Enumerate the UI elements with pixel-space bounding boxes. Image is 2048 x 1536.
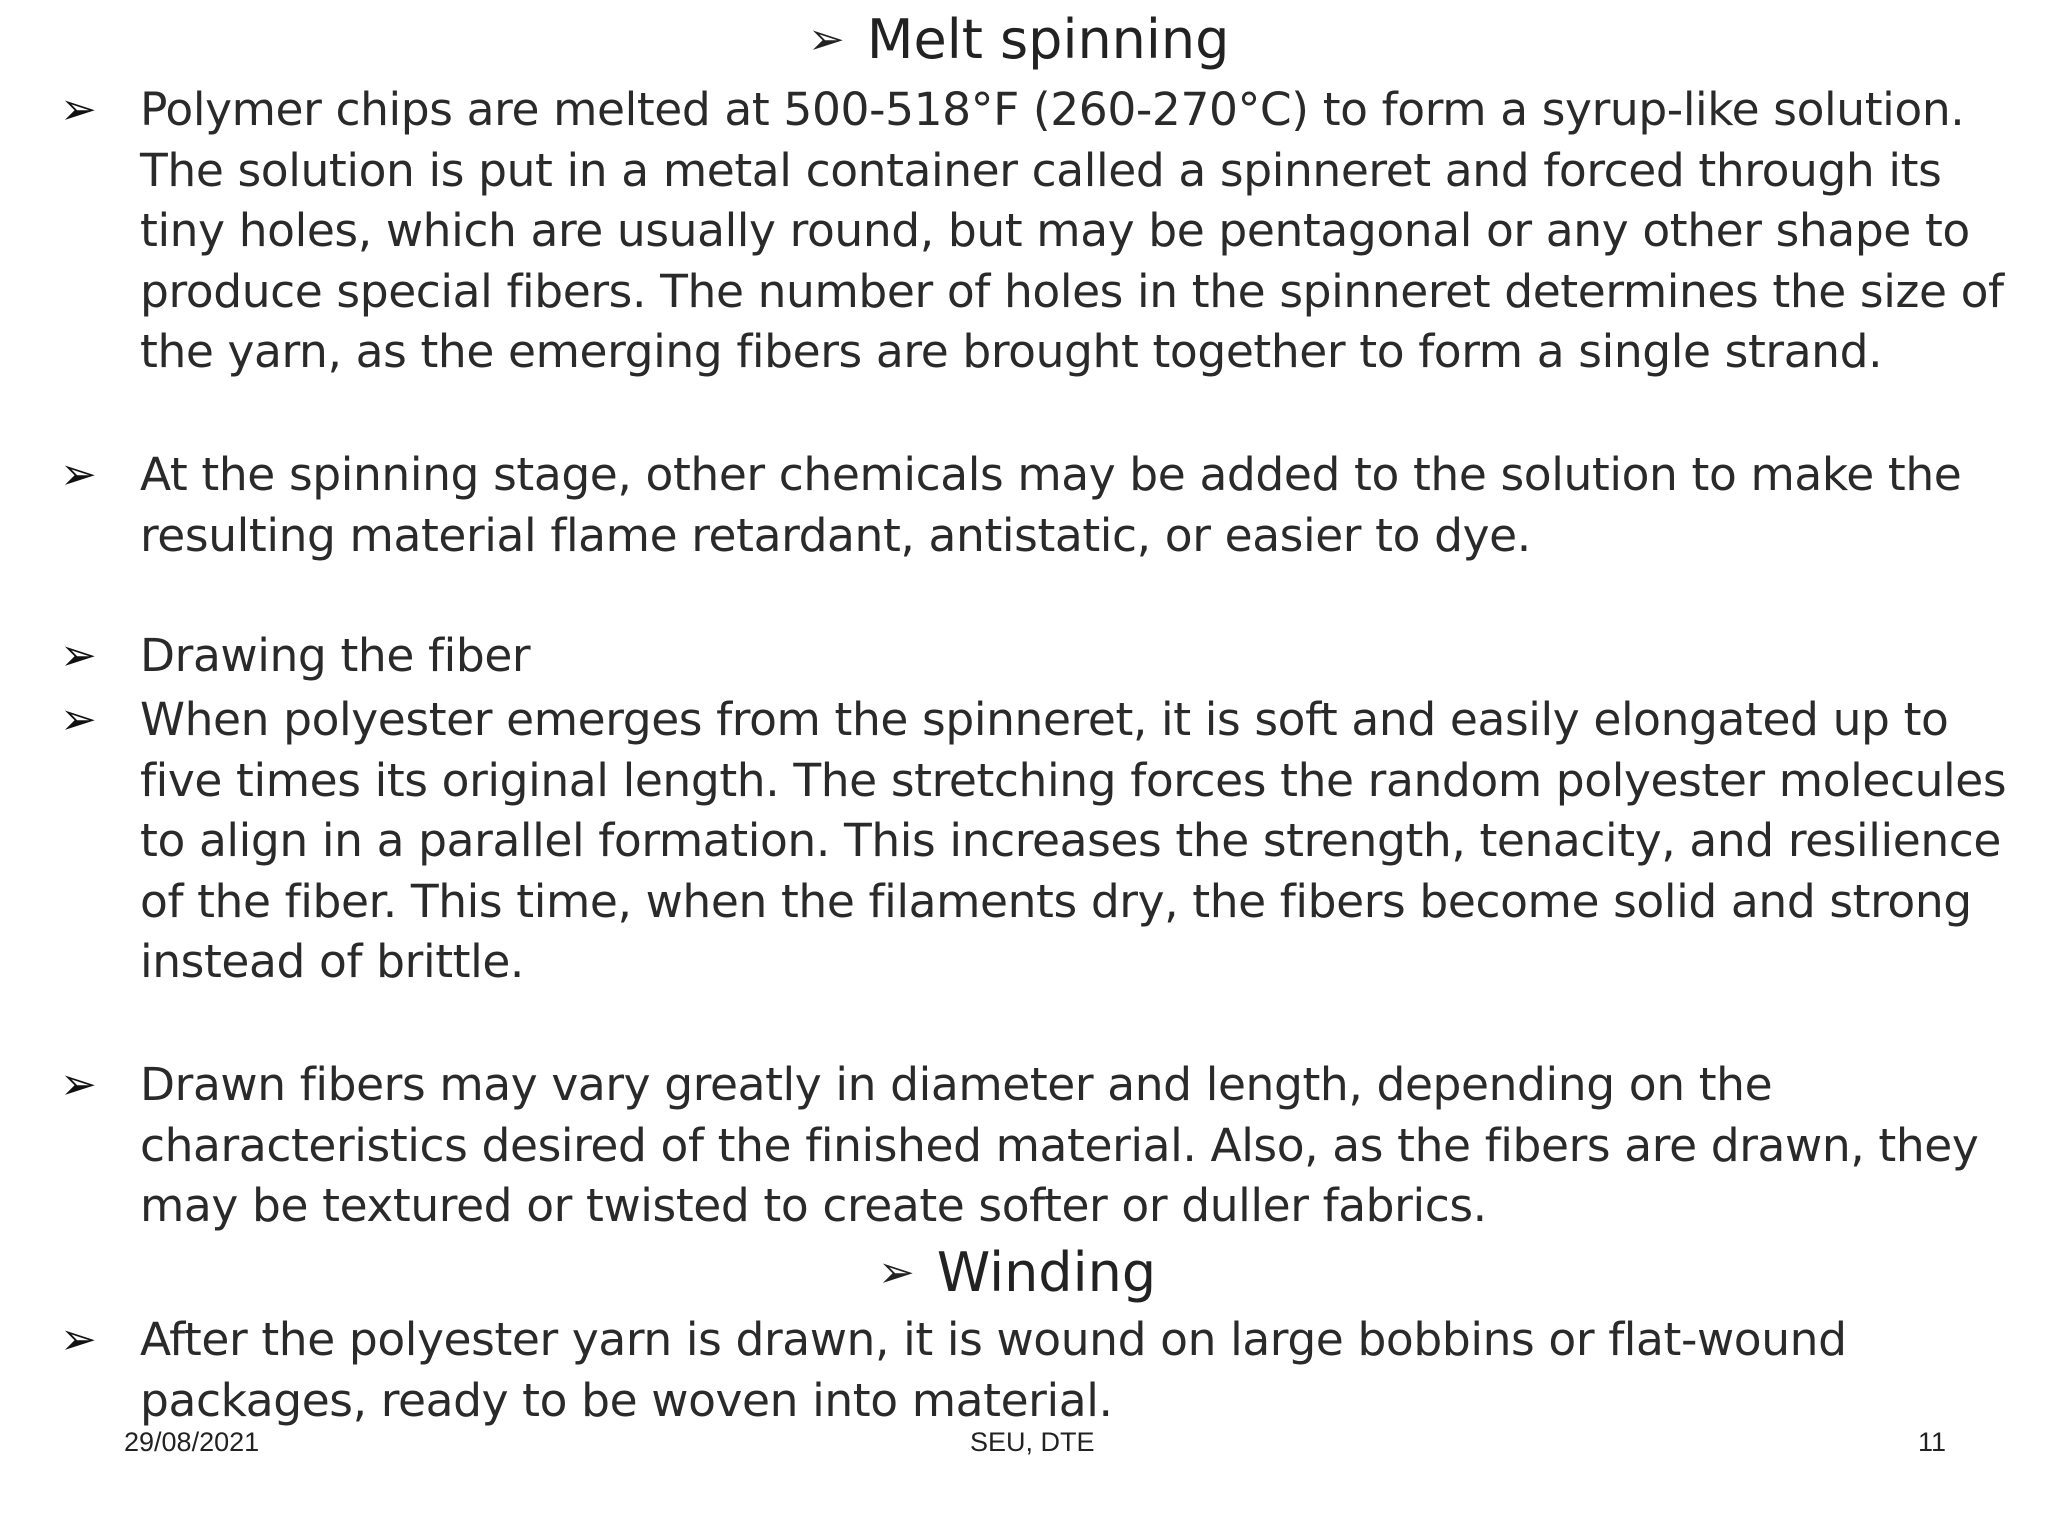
heading-melt-spinning xyxy=(808,10,1229,70)
bullet-text: After the polyester yarn is drawn, it is wound on large bobbins or flat-wound packages, ready to be woven into material. xyxy=(140,1313,1847,1427)
arrowhead-bullet-icon: ➢ xyxy=(60,1059,97,1110)
arrowhead-bullet-icon: ➢ xyxy=(60,1314,97,1365)
arrowhead-bullet-icon: ➢ xyxy=(60,84,97,135)
heading-winding xyxy=(878,1243,1156,1303)
bullet-text: Polymer chips are melted at 500-518°F (260-270°C) to form a syrup-like solution. The solution is put in a metal container called a spinneret and forced through its tiny holes, which are usually round, but may be pentagonal or any other shape to produce special fibers. The number of holes in the spinneret determines the size of the yarn, as the emerging fibers are brought together to form a single strand. xyxy=(140,83,2004,378)
bullet-text: Drawing the fiber xyxy=(140,629,531,682)
bullet-text: At the spinning stage, other chemicals may be added to the solution to make the resulting material flame retardant, antistatic, or easier to dye. xyxy=(140,448,1962,562)
heading-text: Melt spinning xyxy=(866,8,1230,71)
bullet-item xyxy=(60,626,2020,687)
heading-text: Winding xyxy=(936,1241,1157,1304)
footer-page-number: 11 xyxy=(1918,1427,1947,1457)
arrowhead-bullet-icon: ➢ xyxy=(60,630,97,681)
arrowhead-bullet-icon: ➢ xyxy=(60,694,97,745)
footer-date: 29/08/2021 xyxy=(124,1427,260,1457)
bullet-item xyxy=(60,1055,2020,1237)
bullet-item xyxy=(60,690,2020,993)
bullet-item xyxy=(60,1310,2020,1431)
bullet-text: When polyester emerges from the spinneret, it is soft and easily elongated up to five times its original length. The stretching forces the random polyester molecules to align in a parallel formation. This increases the strength, tenacity, and resilience of the fiber. This time, when the filaments dry, the fibers become solid and strong instead of brittle. xyxy=(140,693,2007,988)
footer-center-text: SEU, DTE xyxy=(970,1427,1095,1457)
arrowhead-bullet-icon: ➢ xyxy=(60,449,97,500)
bullet-text: Drawn fibers may vary greatly in diameter and length, depending on the characteristics desired of the finished material. Also, as the fibers are drawn, they may be textured or twisted to create softer or duller fabrics. xyxy=(140,1058,1979,1232)
arrowhead-bullet-icon: ➢ xyxy=(878,1247,915,1298)
arrowhead-bullet-icon: ➢ xyxy=(808,14,845,65)
bullet-item xyxy=(60,445,2020,566)
bullet-item xyxy=(60,80,2020,383)
